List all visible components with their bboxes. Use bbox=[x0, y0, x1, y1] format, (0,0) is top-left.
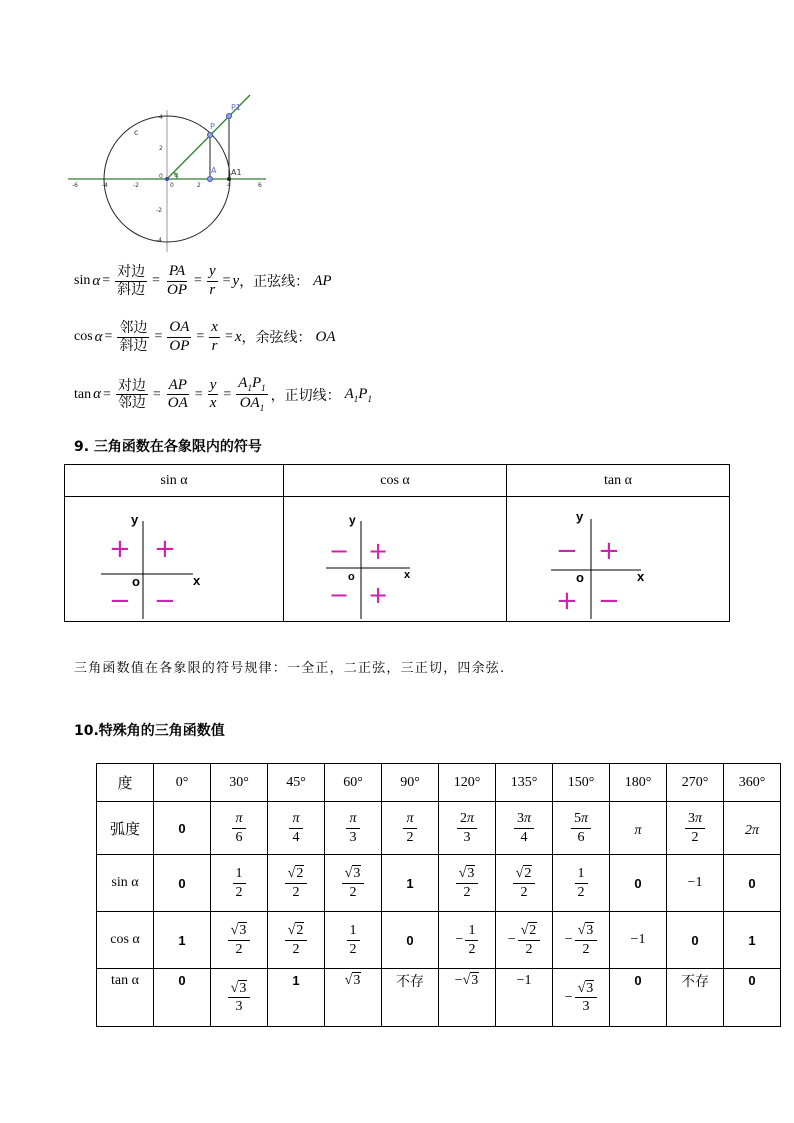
y-tick: 0 bbox=[159, 173, 163, 180]
fraction-tangent-segments: $\frac{A_1P_1}{OA_1}$ bbox=[238, 375, 266, 414]
cos-definition bbox=[74, 320, 336, 355]
cell: 不存 bbox=[382, 969, 439, 1027]
row-label: 弧度 bbox=[97, 802, 154, 855]
unit-circle-diagram bbox=[66, 92, 272, 256]
cell: − $\frac{1}{2}$ bbox=[439, 912, 496, 969]
equals-sign: = bbox=[223, 386, 232, 402]
sign-q4: − bbox=[598, 586, 620, 616]
x-tick: 2 bbox=[197, 182, 201, 189]
tan-definition bbox=[74, 376, 372, 414]
y-tick: -4 bbox=[156, 237, 162, 244]
point-a1 bbox=[227, 177, 231, 181]
label-p: P bbox=[210, 122, 215, 131]
cell: $\frac{5\pi}{6}$ bbox=[553, 802, 610, 855]
cell: $\frac{\pi}{3}$ bbox=[325, 802, 382, 855]
cell: 60° bbox=[325, 764, 382, 802]
row-sin bbox=[97, 855, 781, 912]
cell: 1 bbox=[724, 912, 781, 969]
equals-sign: = bbox=[196, 329, 205, 345]
row-degrees bbox=[97, 764, 781, 802]
origin-label: o bbox=[348, 571, 355, 583]
sign-q4: − bbox=[154, 586, 176, 616]
column-header-sin: sin α bbox=[65, 465, 284, 497]
sign-rule-text: 三角函数值在各象限的符号规律：一全正，二正弦，三正切，四余弦. bbox=[74, 661, 506, 676]
origin-label: o bbox=[132, 574, 140, 589]
fraction-ratio-words: $\frac{\text{对边}}{\text{邻边}}$ bbox=[117, 377, 146, 412]
row-radians bbox=[97, 802, 781, 855]
cell: $\frac{√2}{2}$ bbox=[496, 855, 553, 912]
cell: $\frac{\pi}{6}$ bbox=[211, 802, 268, 855]
x-axis-label: x bbox=[637, 569, 645, 584]
label-p1: P1 bbox=[231, 103, 241, 112]
y-axis-label: y bbox=[131, 512, 139, 527]
cell: $\frac{√3}{2}$ bbox=[439, 855, 496, 912]
alpha-symbol: α bbox=[93, 386, 101, 403]
x-axis-label: x bbox=[193, 573, 201, 588]
fraction-segments: $\frac{PA}{OP}$ bbox=[167, 263, 188, 298]
fn-name: sin bbox=[74, 273, 91, 289]
result-var: y bbox=[232, 272, 240, 289]
cell: −√3 bbox=[439, 969, 496, 1027]
label-a: A bbox=[211, 166, 217, 175]
point-p1 bbox=[226, 113, 231, 118]
cell: 135° bbox=[496, 764, 553, 802]
origin-label: o bbox=[576, 570, 584, 585]
row-label: sin α bbox=[97, 855, 154, 912]
cell: 90° bbox=[382, 764, 439, 802]
row-label: tan α bbox=[97, 969, 154, 1027]
cell: $\frac{1}{2}$ bbox=[211, 855, 268, 912]
line-name: AP bbox=[313, 272, 332, 289]
x-tick: 4 bbox=[227, 182, 231, 189]
cell: 0 bbox=[154, 855, 211, 912]
cell: $\frac{\pi}{2}$ bbox=[382, 802, 439, 855]
section-10-heading: 10.特殊角的三角函数值 bbox=[74, 723, 225, 739]
y-tick: 2 bbox=[159, 145, 163, 152]
cell: 0 bbox=[667, 912, 724, 969]
cell: 360° bbox=[724, 764, 781, 802]
x-tick: -2 bbox=[133, 182, 139, 189]
cell: $\frac{2\pi}{3}$ bbox=[439, 802, 496, 855]
cell: − $\frac{√3}{2}$ bbox=[553, 912, 610, 969]
equals-sign: = bbox=[104, 329, 113, 345]
equals-sign: = bbox=[152, 273, 161, 289]
sin-definition bbox=[74, 264, 332, 299]
fn-name: cos bbox=[74, 329, 93, 345]
cell: 2π bbox=[724, 802, 781, 855]
row-cos bbox=[97, 912, 781, 969]
cell: 0 bbox=[382, 912, 439, 969]
row-label: cos α bbox=[97, 912, 154, 969]
equals-sign: = bbox=[154, 329, 163, 345]
cell: $\frac{1}{2}$ bbox=[553, 855, 610, 912]
cell: $\frac{3\pi}{2}$ bbox=[667, 802, 724, 855]
cos-sign-cell bbox=[284, 497, 507, 622]
x-tick: 6 bbox=[258, 182, 262, 189]
cell: 不存 bbox=[667, 969, 724, 1027]
cell: $\frac{√2}{2}$ bbox=[268, 855, 325, 912]
cell: $\frac{√3}{3}$ bbox=[211, 969, 268, 1027]
sign-q2: + bbox=[109, 534, 131, 564]
x-tick: -6 bbox=[72, 182, 78, 189]
cell: 120° bbox=[439, 764, 496, 802]
sign-q3: − bbox=[109, 586, 131, 616]
alpha-symbol: α bbox=[92, 272, 101, 289]
fraction-coords: $\frac{y}{x}$ bbox=[209, 376, 217, 412]
cell: √3 bbox=[325, 969, 382, 1027]
fraction-ratio-words: $\frac{\text{对边}}{\text{斜边}}$ bbox=[117, 264, 146, 298]
alpha-symbol: α bbox=[94, 328, 103, 345]
fraction-ratio-words: $\frac{\text{邻边}}{\text{斜边}}$ bbox=[119, 320, 148, 354]
cell: − $\frac{√3}{3}$ bbox=[553, 969, 610, 1027]
cell: π bbox=[610, 802, 667, 855]
y-axis-label: y bbox=[576, 509, 584, 524]
equals-sign: = bbox=[152, 386, 161, 402]
label-alpha: α bbox=[174, 171, 179, 179]
sin-sign-chart bbox=[65, 497, 283, 621]
cell: $\frac{3\pi}{4}$ bbox=[496, 802, 553, 855]
cell: 0 bbox=[724, 855, 781, 912]
cell: 0 bbox=[154, 969, 211, 1027]
special-angle-table bbox=[96, 763, 781, 1027]
cell: 0 bbox=[610, 969, 667, 1027]
label-a1: A1 bbox=[231, 168, 242, 177]
y-tick: 4 bbox=[159, 114, 163, 121]
line-description: ，余弦线： bbox=[241, 330, 312, 347]
cell: 45° bbox=[268, 764, 325, 802]
column-header-cos: cos α bbox=[284, 465, 507, 497]
cell: 0 bbox=[724, 969, 781, 1027]
equals-sign: = bbox=[224, 329, 233, 345]
row-label: 度 bbox=[97, 764, 154, 802]
cell: 180° bbox=[610, 764, 667, 802]
point-p bbox=[207, 132, 212, 137]
cell: 1 bbox=[268, 969, 325, 1027]
x-tick: 0 bbox=[170, 182, 174, 189]
fraction-segments: $\frac{AP}{OA}$ bbox=[167, 376, 188, 412]
equals-sign: = bbox=[102, 273, 111, 289]
line-name: OA bbox=[315, 328, 336, 345]
tan-sign-chart bbox=[507, 497, 731, 621]
cell: $\frac{√3}{2}$ bbox=[211, 912, 268, 969]
cell: $\frac{√3}{2}$ bbox=[325, 855, 382, 912]
fn-name: tan bbox=[74, 386, 92, 402]
cell: − $\frac{√2}{2}$ bbox=[496, 912, 553, 969]
cell: −1 bbox=[667, 855, 724, 912]
line-name: $A_1P_1$ bbox=[344, 385, 372, 404]
result-var: x bbox=[234, 328, 242, 345]
equals-sign: = bbox=[222, 273, 231, 289]
fraction-coords: $\frac{x}{r}$ bbox=[211, 319, 218, 354]
cell: 150° bbox=[553, 764, 610, 802]
equals-sign: = bbox=[194, 386, 203, 402]
equals-sign: = bbox=[194, 273, 202, 289]
line-description: ，正弦线： bbox=[239, 274, 310, 291]
equals-sign: = bbox=[102, 386, 111, 402]
sign-q2: − bbox=[329, 537, 350, 565]
cell: 1 bbox=[382, 855, 439, 912]
section-9-heading: 9. 三角函数在各象限内的符号 bbox=[74, 439, 262, 455]
column-header-tan: tan α bbox=[507, 465, 730, 497]
y-tick: -2 bbox=[156, 207, 162, 214]
x-axis-label: x bbox=[404, 569, 411, 581]
cos-sign-chart bbox=[284, 497, 506, 621]
sign-q4: + bbox=[368, 581, 389, 609]
cell: 1 bbox=[154, 912, 211, 969]
cell: 30° bbox=[211, 764, 268, 802]
cell: 0 bbox=[610, 855, 667, 912]
quadrant-sign-table bbox=[64, 464, 730, 622]
y-axis-label: y bbox=[349, 513, 356, 527]
line-description: ，正切线： bbox=[270, 387, 341, 404]
sign-q1: + bbox=[598, 536, 620, 566]
cell: $\frac{√2}{2}$ bbox=[268, 912, 325, 969]
fraction-coords: $\frac{y}{r}$ bbox=[208, 263, 216, 298]
fraction-segments: $\frac{OA}{OP}$ bbox=[169, 319, 190, 354]
point-a bbox=[207, 176, 212, 181]
sign-q1: + bbox=[154, 534, 176, 564]
sign-q3: − bbox=[329, 581, 350, 609]
cell: −1 bbox=[610, 912, 667, 969]
sign-q1: + bbox=[368, 537, 389, 565]
label-c: c bbox=[134, 128, 139, 137]
sign-q3: + bbox=[556, 586, 578, 616]
point-origin bbox=[165, 177, 169, 181]
cell: 0 bbox=[154, 802, 211, 855]
sin-sign-cell bbox=[65, 497, 284, 622]
cell: $\frac{\pi}{4}$ bbox=[268, 802, 325, 855]
cell: 0° bbox=[154, 764, 211, 802]
tan-sign-cell bbox=[507, 497, 730, 622]
row-tan bbox=[97, 969, 781, 1027]
cell: $\frac{1}{2}$ bbox=[325, 912, 382, 969]
x-tick: -4 bbox=[102, 182, 108, 189]
cell: 270° bbox=[667, 764, 724, 802]
sign-q2: − bbox=[556, 536, 578, 566]
cell: −1 bbox=[496, 969, 553, 1027]
